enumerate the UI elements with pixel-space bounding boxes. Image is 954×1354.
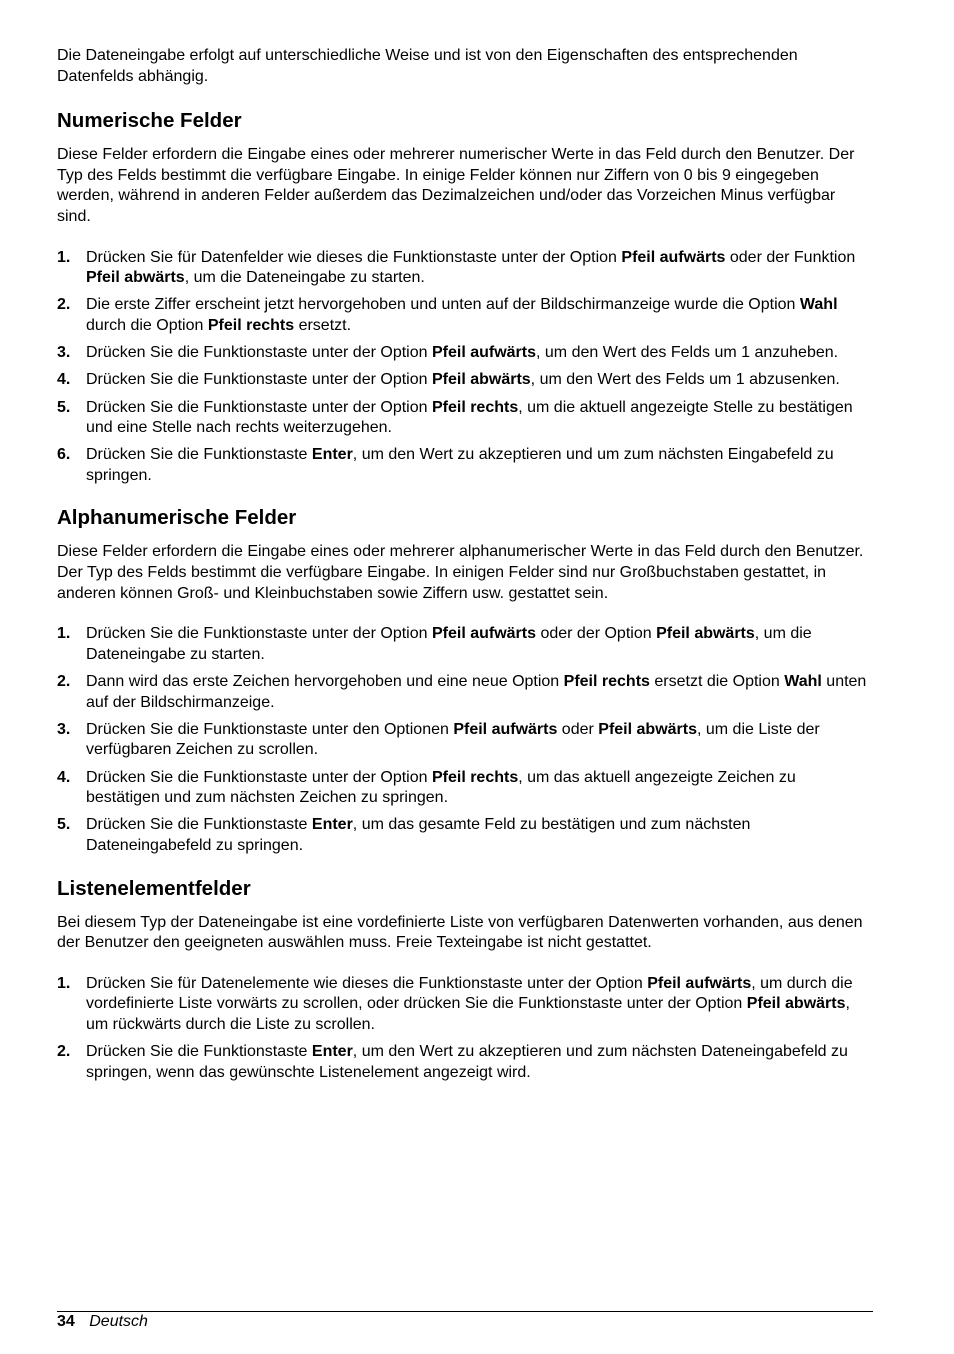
step-text: ersetzt die Option xyxy=(649,673,785,691)
step-item xyxy=(57,295,873,336)
step-number: 1. xyxy=(57,248,71,266)
step-text: Drücken Sie die Funktionstaste unter der Option xyxy=(86,344,432,362)
sections-container xyxy=(57,109,873,1083)
step-item xyxy=(57,672,873,713)
step-item xyxy=(57,1042,873,1083)
step-option-name: Wahl xyxy=(799,296,838,314)
step-text: unten auf der Bildschirmanzeige. xyxy=(86,673,867,711)
step-option-name: Pfeil abwärts xyxy=(746,995,846,1013)
step-text: durch die Option xyxy=(86,316,208,334)
step-option-name: Pfeil rechts xyxy=(207,316,295,334)
step-text: Drücken Sie die Funktionstaste unter der Option xyxy=(86,768,432,786)
step-option-name: Pfeil abwärts xyxy=(86,269,185,287)
step-item xyxy=(57,974,873,1036)
step-number: 5. xyxy=(57,816,71,834)
step-text: ersetzt. xyxy=(294,316,352,334)
step-text: oder der Option xyxy=(536,625,657,643)
step-number: 2. xyxy=(57,296,71,314)
step-text: , um den Wert zu akzeptieren und zum nächsten Dateneingabefeld zu springen, wenn das gewünschte Listenelement angezeigt wird. xyxy=(86,1043,848,1081)
step-text: , um die Dateneingabe zu starten. xyxy=(184,269,425,287)
step-option-name: Pfeil abwärts xyxy=(431,371,531,389)
step-text: , um die aktuell angezeigte Stelle zu bestätigen und eine Stelle nach rechts weiterzugehen. xyxy=(86,398,853,437)
step-text: , um rückwärts durch die Liste zu scrollen. xyxy=(86,995,850,1033)
step-text: Drücken Sie die Funktionstaste xyxy=(86,446,312,464)
step-option-name: Pfeil rechts xyxy=(563,673,650,691)
footer-divider xyxy=(57,1311,873,1312)
step-option-name: Enter xyxy=(311,816,353,834)
section-heading: Alphanumerische Felder xyxy=(57,506,297,530)
step-number: 4. xyxy=(57,768,71,786)
step-text: , um die Liste der verfügbaren Zeichen zu scrollen. xyxy=(86,720,820,759)
step-option-name: Pfeil rechts xyxy=(431,398,519,416)
step-text: , um die Dateneingabe zu starten. xyxy=(86,625,812,663)
page-footer xyxy=(57,1312,148,1332)
step-text: , um den Wert des Felds um 1 abzusenken. xyxy=(530,371,840,389)
step-option-name: Pfeil rechts xyxy=(431,768,519,786)
step-text: , um das gesamte Feld zu bestätigen und zum nächsten Dateneingabefeld zu springen. xyxy=(86,816,751,854)
step-number: 1. xyxy=(57,625,71,643)
step-item xyxy=(57,370,873,391)
step-item xyxy=(57,343,873,364)
step-option-name: Pfeil aufwärts xyxy=(453,720,558,738)
section xyxy=(57,506,873,856)
step-text: Drücken Sie die Funktionstaste unter der Option xyxy=(86,371,432,389)
section-heading: Numerische Felder xyxy=(57,109,242,133)
section-heading: Listenelementfelder xyxy=(57,876,251,900)
step-number: 4. xyxy=(57,371,71,389)
step-text: Drücken Sie die Funktionstaste unter den Optionen xyxy=(86,720,454,738)
footer-language: Deutsch xyxy=(89,1313,148,1330)
step-option-name: Pfeil aufwärts xyxy=(647,974,752,992)
step-option-name: Pfeil abwärts xyxy=(598,720,697,738)
step-item xyxy=(57,720,873,761)
step-option-name: Enter xyxy=(311,1043,353,1061)
step-text: Dann wird das erste Zeichen hervorgehoben und eine neue Option xyxy=(86,673,564,691)
step-text: Drücken Sie für Datenelemente wie dieses die Funktionstaste unter der Option xyxy=(86,974,648,992)
step-number: 6. xyxy=(57,446,71,464)
section-paragraph: Bei diesem Typ der Dateneingabe ist eine vordefinierte Liste von verfügbaren Datenwerten vorhanden, aus denen der Benutzer den geeigneten auswählen muss. Freie Texteingabe ist nicht gestattet. xyxy=(57,913,863,952)
step-number: 3. xyxy=(57,344,71,362)
step-text: , um den Wert zu akzeptieren und um zum nächsten Eingabefeld zu springen. xyxy=(86,446,834,484)
step-text: Drücken Sie die Funktionstaste unter der Option xyxy=(86,625,432,643)
step-option-name: Pfeil abwärts xyxy=(656,625,755,643)
intro-paragraph: Die Dateneingabe erfolgt auf unterschiedliche Weise und ist von den Eigenschaften des entsprechenden Datenfelds abhängig. xyxy=(57,47,798,85)
step-item xyxy=(57,398,873,439)
section-paragraph: Diese Felder erfordern die Eingabe eines oder mehrerer numerischer Werte in das Feld durch den Benutzer. Der Typ des Felds bestimmt die verfügbare Eingabe. In einige Felder können nur Ziffern von 0 bis 9 eingegeben werden, während in anderen Felder außerdem das Dezimalzeichen und/oder das Vorzeichen Minus verfügbar sind. xyxy=(57,146,855,225)
step-text: Drücken Sie die Funktionstaste unter der Option xyxy=(86,398,432,416)
step-text: Die erste Ziffer erscheint jetzt hervorgehoben und unten auf der Bildschirmanzeige wurde die Option xyxy=(86,296,800,314)
step-option-name: Enter xyxy=(311,446,353,464)
step-number: 2. xyxy=(57,673,71,691)
numbered-steps xyxy=(57,974,873,1084)
step-text: Drücken Sie die Funktionstaste xyxy=(86,1043,312,1061)
step-option-name: Pfeil aufwärts xyxy=(621,248,726,266)
page-number: 34 xyxy=(57,1313,75,1330)
step-text: , um den Wert des Felds um 1 anzuheben. xyxy=(536,344,839,362)
step-item xyxy=(57,815,873,856)
section xyxy=(57,877,873,1084)
step-number: 5. xyxy=(57,398,71,416)
step-option-name: Pfeil aufwärts xyxy=(431,625,536,643)
step-text: oder xyxy=(557,720,599,738)
step-number: 1. xyxy=(57,974,71,992)
step-number: 3. xyxy=(57,720,71,738)
step-number: 2. xyxy=(57,1043,71,1061)
numbered-steps xyxy=(57,248,873,487)
step-text: Drücken Sie die Funktionstaste xyxy=(86,816,312,834)
numbered-steps xyxy=(57,624,873,856)
step-item xyxy=(57,445,873,486)
document-page xyxy=(57,46,873,1103)
step-option-name: Pfeil aufwärts xyxy=(431,344,536,362)
step-text: oder der Funktion xyxy=(725,248,856,266)
section xyxy=(57,109,873,486)
step-option-name: Wahl xyxy=(784,673,822,691)
step-item xyxy=(57,768,873,809)
step-text: , um das aktuell angezeigte Zeichen zu bestätigen und zum nächsten Zeichen zu springen. xyxy=(86,768,796,807)
step-item xyxy=(57,248,873,289)
step-item xyxy=(57,624,873,665)
step-text: , um durch die vordefinierte Liste vorwärts zu scrollen, oder drücken Sie die Funktionstaste unter der Option xyxy=(86,974,853,1013)
section-paragraph: Diese Felder erfordern die Eingabe eines oder mehrerer alphanumerischer Werte in das Feld durch den Benutzer. Der Typ des Felds bestimmt die verfügbare Eingabe. In einigen Felder sind nur Großbuchstaben gestattet, in anderen können Groß- und Kleinbuchstaben sowie Ziffern usw. gestattet sein. xyxy=(57,543,864,602)
step-text: Drücken Sie für Datenfelder wie dieses die Funktionstaste unter der Option xyxy=(86,248,622,266)
